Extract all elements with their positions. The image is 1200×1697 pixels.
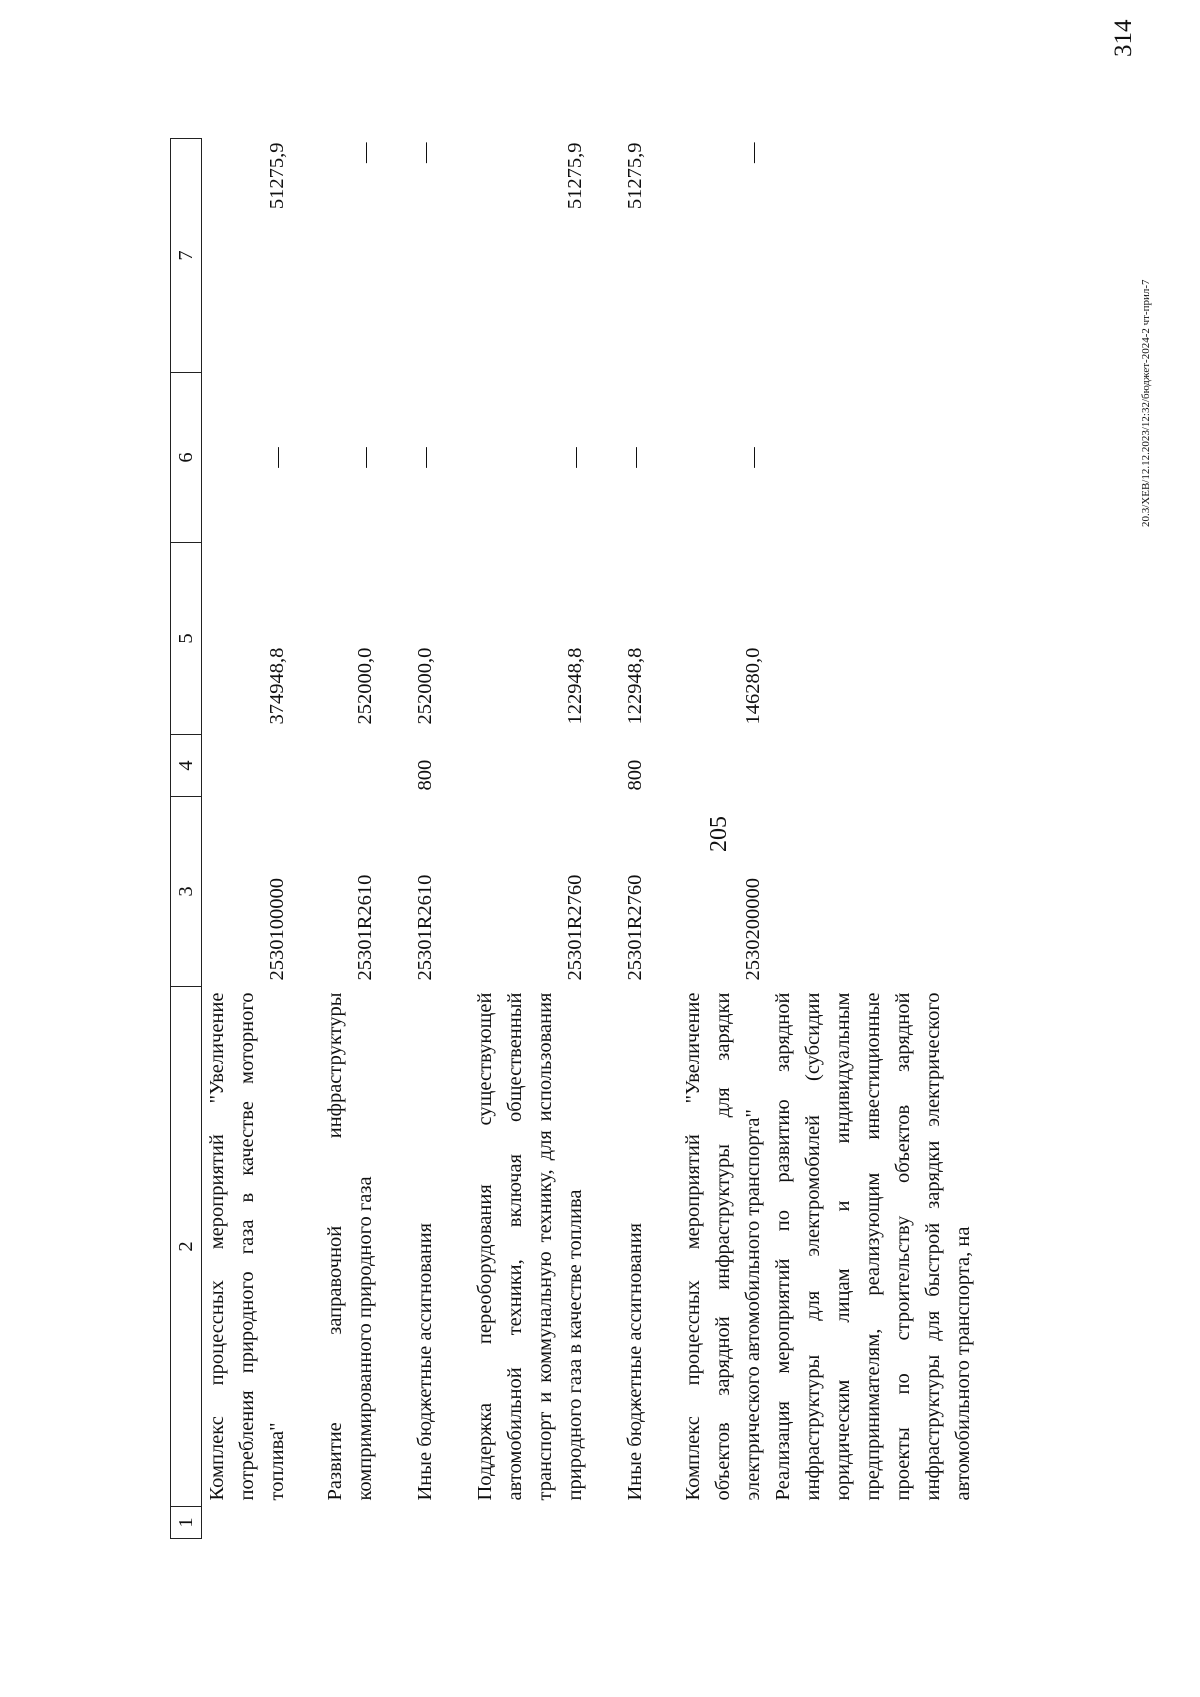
table-row bbox=[380, 139, 440, 1539]
row-name: Комплекс процессных мероприятий "Увеличение объектов зарядной инфраструктуры для зарядки электрического автомобильного транспорта" bbox=[682, 992, 764, 1501]
row-index-cell bbox=[650, 1507, 768, 1539]
budget-table bbox=[170, 138, 978, 1539]
table-header-row bbox=[171, 139, 202, 1539]
row-name: Иные бюджетные ассигнования bbox=[624, 1222, 646, 1501]
row-sum7: — bbox=[414, 142, 436, 163]
footer-code: 20.3/XEB/12.12.2023/12:32/бюджет-2024-2 чт-прил-7 bbox=[1140, 279, 1152, 527]
row-sum7: 51275,9 bbox=[624, 142, 646, 210]
row-sum5: 374948,8 bbox=[266, 647, 288, 725]
row-sum7: 51275,9 bbox=[266, 142, 288, 210]
row-name: Реализация мероприятий по развитию зарядной инфраструктуры для электромобилей (субсидии юридическим лицам и индивидуальным предпринимателям, реализующим инвестиционные проекты по строительству объектов зарядной инфраструктуры для быстрой зарядки электрического автомобильного транспорта, на bbox=[772, 992, 974, 1501]
column-header: 4 bbox=[171, 735, 202, 797]
row-sum6: — bbox=[266, 447, 288, 468]
row-sum7: — bbox=[742, 142, 764, 163]
row-index-cell bbox=[380, 1507, 440, 1539]
row-name: Развитие заправочной инфраструктуры компримированного природного газа bbox=[324, 992, 376, 1501]
row-code: 2530200000 bbox=[742, 878, 764, 981]
row-sum6: — bbox=[354, 447, 376, 468]
row-sum5: 122948,8 bbox=[624, 647, 646, 725]
table-row bbox=[202, 139, 293, 1539]
table-row bbox=[292, 139, 380, 1539]
row-name: Иные бюджетные ассигнования bbox=[414, 1222, 436, 1501]
row-name: Поддержка переоборудования существующей автомобильной техники, включая общественный транспорт и коммунальную технику, для использования природного газа в качестве топлива bbox=[474, 992, 586, 1501]
row-vr bbox=[650, 735, 768, 797]
row-vr bbox=[768, 735, 978, 797]
row-sum6 bbox=[768, 373, 978, 543]
row-sum6: — bbox=[414, 447, 436, 468]
column-header: 5 bbox=[171, 543, 202, 735]
column-header: 2 bbox=[171, 987, 202, 1507]
row-index-cell bbox=[202, 1507, 293, 1539]
row-vr bbox=[202, 735, 293, 797]
row-sum5: 146280,0 bbox=[742, 647, 764, 725]
row-name: Комплекс процессных мероприятий "Увеличение потребления природного газа в качестве моторного топлива" bbox=[206, 992, 288, 1501]
table-row bbox=[590, 139, 650, 1539]
table-row bbox=[768, 139, 978, 1539]
row-vr bbox=[440, 735, 590, 797]
sheet-number: 314 bbox=[1110, 19, 1137, 57]
row-index-cell bbox=[292, 1507, 380, 1539]
row-code bbox=[768, 797, 978, 987]
row-vr bbox=[292, 735, 380, 797]
table-row bbox=[650, 139, 768, 1539]
row-sum5: 122948,8 bbox=[564, 647, 586, 725]
row-sum7 bbox=[768, 139, 978, 373]
row-sum5: 252000,0 bbox=[414, 647, 436, 725]
row-sum6: — bbox=[624, 447, 646, 468]
column-header: 7 bbox=[171, 139, 202, 373]
row-sum7: 51275,9 bbox=[564, 142, 586, 210]
table-row bbox=[440, 139, 590, 1539]
row-code: 2530100000 bbox=[266, 878, 288, 981]
page-number: 205 bbox=[706, 816, 732, 852]
row-sum7: — bbox=[354, 142, 376, 163]
row-code: 25301R2760 bbox=[564, 874, 586, 981]
row-sum6: — bbox=[742, 447, 764, 468]
row-vr: 800 bbox=[624, 759, 646, 791]
row-index-cell bbox=[590, 1507, 650, 1539]
row-vr: 800 bbox=[414, 759, 436, 791]
row-index-cell bbox=[768, 1507, 978, 1539]
row-sum5 bbox=[768, 543, 978, 735]
row-index-cell bbox=[440, 1507, 590, 1539]
column-header: 1 bbox=[171, 1507, 202, 1539]
row-code: 25301R2610 bbox=[414, 874, 436, 981]
row-code: 25301R2760 bbox=[624, 874, 646, 981]
row-sum6: — bbox=[564, 447, 586, 468]
row-code: 25301R2610 bbox=[354, 874, 376, 981]
column-header: 3 bbox=[171, 797, 202, 987]
column-header: 6 bbox=[171, 373, 202, 543]
row-sum5: 252000,0 bbox=[354, 647, 376, 725]
